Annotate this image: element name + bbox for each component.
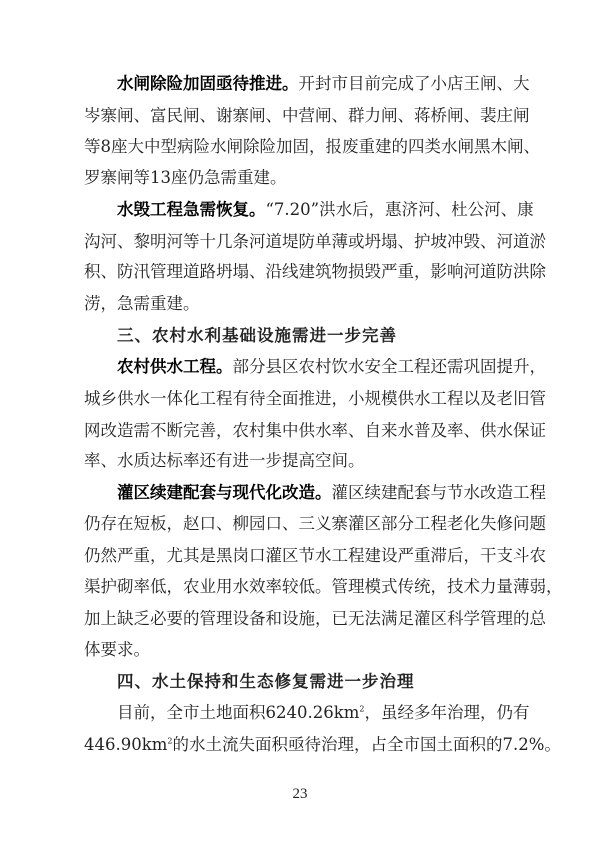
body-text: 部分县区农村饮水安全工程还需巩固提升， <box>232 357 546 376</box>
body-text: 加上缺乏必要的管理设备和设施，已无法满足灌区科学管理的总 <box>84 609 546 628</box>
body-text: 灌区续建配套与节水改造工程 <box>331 483 546 502</box>
lead-text: 水闸除险加固亟待推进。 <box>117 74 299 93</box>
paragraph-line: $446.90km^2$的水土流失面积亟待治理，占全市国土面积的7.2%。 <box>84 735 561 754</box>
paragraph-line <box>84 449 520 473</box>
lead-text: 农村供水工程。 <box>117 357 233 376</box>
lead-text: 水毁工程急需恢复。 <box>117 200 266 219</box>
paragraph-line: 目前，全市土地面积$6240.26km^2$，虽经多年治理，仍有 <box>117 703 530 722</box>
paragraph-line <box>117 481 546 505</box>
body-text: 罗寨闸等13座仍急需重建。 <box>84 168 287 187</box>
paragraph-line <box>84 260 546 284</box>
body-text: 岑寨闸、富民闸、谢寨闸、中营闸、群力闸、蒋桥闸、裴庄闸 <box>84 106 530 125</box>
paragraph-line <box>84 387 546 411</box>
body-text: 积、防汛管理道路坍塌、沿线建筑物损毁严重，影响河道防洪除 <box>84 262 546 281</box>
lead-text: 灌区续建配套与现代化改造。 <box>117 483 332 502</box>
paragraph-line <box>84 638 520 662</box>
section-heading <box>117 670 553 694</box>
paragraph-line <box>84 575 563 599</box>
body-text: 仍然严重，尤其是黑岗口灌区节水工程建设严重滞后，干支斗农 <box>84 546 546 565</box>
section-heading <box>117 324 553 348</box>
paragraph-line <box>84 292 520 316</box>
body-text: “7.20”洪水后，惠济河、杜公河、康 <box>265 200 534 219</box>
body-text: 仍存在短板，赵口、柳园口、三义寨灌区部分工程老化失修问题 <box>84 514 546 533</box>
body-text: 等8座大中型病险水闸除险加固，报废重建的四类水闸黑木闸、 <box>84 137 540 156</box>
paragraph-line <box>84 512 546 536</box>
lead-text: 三、农村水利基础设施需进一步完善 <box>117 326 397 345</box>
paragraph-line <box>84 104 530 128</box>
paragraph-line <box>84 230 546 254</box>
body-text: 网改造需不断完善，农村集中供水率、自来水普及率、供水保证 <box>84 421 546 440</box>
paragraph-line <box>84 544 546 568</box>
paragraph-line <box>117 198 534 222</box>
body-text: 城乡供水一体化工程有待全面推进，小规模供水工程以及老旧管 <box>84 389 546 408</box>
body-text: 开封市目前完成了小店王闸、大 <box>298 74 530 93</box>
page-number: 23 <box>292 786 308 802</box>
body-text: 率、水质达标率还有进一步提高空间。 <box>84 451 365 470</box>
paragraph-line <box>117 355 546 379</box>
paragraph-line <box>84 419 546 443</box>
body-text: 渠护砌率低，农业用水效率较低。管理模式传统，技术力量薄弱， <box>84 577 563 596</box>
lead-text: 四、水土保持和生态修复需进一步治理 <box>117 672 415 691</box>
body-text: 体要求。 <box>84 640 150 659</box>
paragraph-line <box>84 135 540 159</box>
body-text: 涝，急需重建。 <box>84 294 200 313</box>
paragraph-line <box>84 166 520 190</box>
paragraph-line <box>84 607 546 631</box>
body-text: 沟河、黎明河等十几条河道堤防单薄或坍塌、护坡冲毁、河道淤 <box>84 232 546 251</box>
paragraph-line <box>117 72 530 96</box>
